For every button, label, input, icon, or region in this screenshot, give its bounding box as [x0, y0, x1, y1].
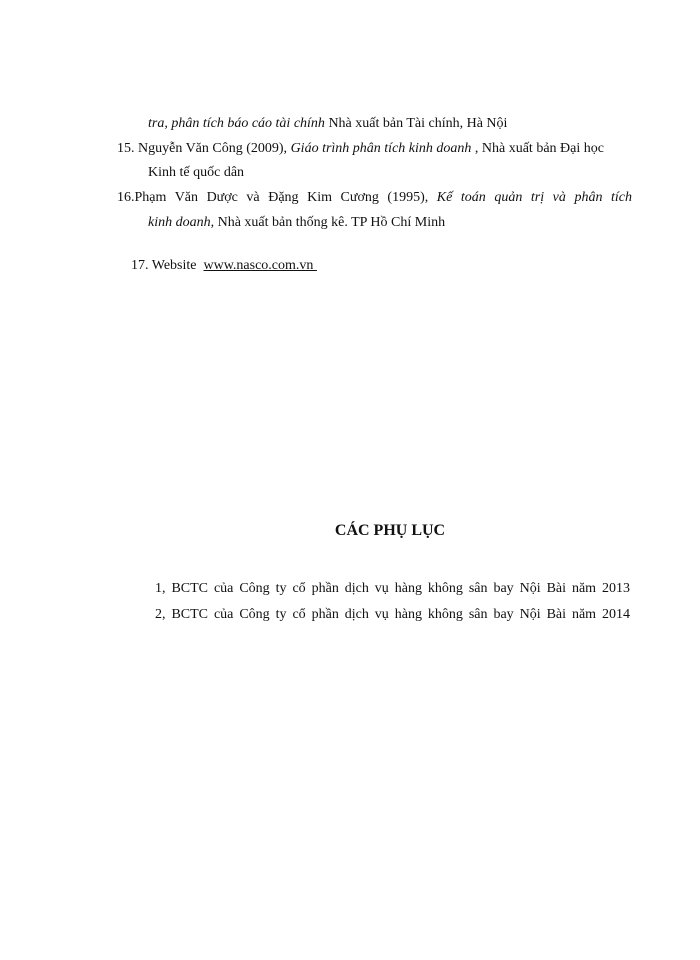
reference-15-publisher-cont: Kinh tế quốc dân	[148, 165, 245, 180]
reference-14-publisher: Nhà xuất bản Tài chính, Hà Nội	[324, 116, 508, 131]
reference-15-line2	[148, 164, 244, 182]
reference-16-title: Kế toán quản trị và phân tích	[436, 190, 632, 205]
reference-17-label: Website	[148, 258, 204, 273]
reference-17-website-link[interactable]: www.nasco.com.vn	[203, 258, 317, 273]
appendix-item-1: 1, BCTC của Công ty cổ phần dịch vụ hàng không sân bay Nội Bài năm 2013	[155, 581, 630, 596]
reference-17-number: 17.	[131, 258, 149, 273]
reference-15-number: 15.	[117, 141, 135, 156]
reference-16-publisher: , Nhà xuất bản thống kê. TP Hồ Chí Minh	[210, 215, 446, 230]
appendix-title: CÁC PHỤ LỤC	[334, 522, 446, 539]
reference-16-title-cont: kinh doanh	[148, 215, 211, 230]
reference-17	[117, 239, 317, 293]
appendix-item-2: 2, BCTC của Công ty cổ phần dịch vụ hàng không sân bay Nội Bài năm 2014	[155, 607, 630, 622]
reference-15	[117, 140, 604, 158]
reference-16-number: 16.	[117, 190, 135, 205]
reference-14-title: tra, phân tích báo cáo tài chính	[148, 116, 325, 131]
reference-15-title: Giáo trình phân tích kinh doanh	[290, 141, 472, 156]
reference-15-author: Nguyễn Văn Công (2009),	[134, 141, 291, 156]
reference-15-publisher: , Nhà xuất bản Đại học	[471, 141, 604, 156]
reference-16	[117, 189, 632, 207]
reference-14-continuation	[148, 115, 507, 133]
reference-16-line2	[148, 214, 445, 232]
reference-16-author: Phạm Văn Dược và Đặng Kim Cương (1995),	[134, 190, 437, 205]
